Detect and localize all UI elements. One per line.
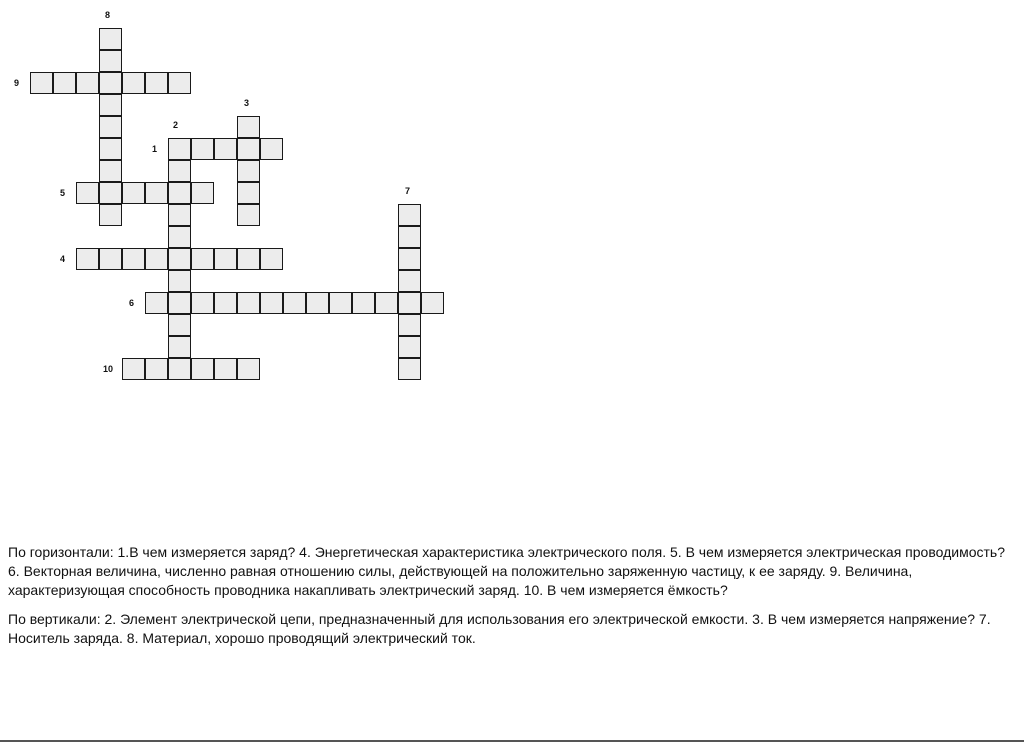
crossword-cell[interactable] <box>76 248 99 270</box>
crossword-grid <box>0 0 460 400</box>
crossword-cell[interactable] <box>168 182 191 204</box>
crossword-cell[interactable] <box>398 248 421 270</box>
crossword-cell[interactable] <box>53 72 76 94</box>
crossword-cell[interactable] <box>237 138 260 160</box>
crossword-cell[interactable] <box>214 248 237 270</box>
crossword-cell[interactable] <box>191 358 214 380</box>
crossword-cell[interactable] <box>168 358 191 380</box>
crossword-cell[interactable] <box>168 314 191 336</box>
crossword-cell[interactable] <box>145 292 168 314</box>
crossword-cell[interactable] <box>237 204 260 226</box>
crossword-cell[interactable] <box>122 182 145 204</box>
crossword-cell[interactable] <box>283 292 306 314</box>
crossword-cell[interactable] <box>237 160 260 182</box>
crossword-cell[interactable] <box>122 72 145 94</box>
crossword-cell[interactable] <box>145 248 168 270</box>
crossword-cell[interactable] <box>214 138 237 160</box>
crossword-cell[interactable] <box>191 292 214 314</box>
crossword-cell[interactable] <box>99 248 122 270</box>
crossword-cell[interactable] <box>421 292 444 314</box>
crossword-cell[interactable] <box>375 292 398 314</box>
crossword-cell[interactable] <box>352 292 375 314</box>
crossword-cell[interactable] <box>214 358 237 380</box>
crossword-cell[interactable] <box>168 160 191 182</box>
crossword-cell[interactable] <box>76 182 99 204</box>
clues-horizontal: По горизонтали: 1.В чем измеряется заряд? 4. Энергетическая характеристика электрического поля. 5. В чем измеряется электрическая проводимость? 6. Векторная величина, численно равная отношению силы, действующей на положительно заряженную частицу, к ее заряду. 9. Величина, характеризующая способность проводника накапливать электрический заряд. 10. В чем измеряется ёмкость? <box>8 544 1005 598</box>
crossword-cell[interactable] <box>191 182 214 204</box>
crossword-cell[interactable] <box>191 138 214 160</box>
crossword-cell[interactable] <box>398 292 421 314</box>
crossword-cell[interactable] <box>145 358 168 380</box>
clues-vertical: По вертикали: 2. Элемент электрической цепи, предназначенный для использования его электрической емкости. 3. В чем измеряется напряжение? 7. Носитель заряда. 8. Материал, хорошо проводящий электрический ток. <box>8 611 991 646</box>
bottom-divider <box>0 740 1024 742</box>
crossword-cell[interactable] <box>398 358 421 380</box>
crossword-cell[interactable] <box>168 226 191 248</box>
crossword-cell[interactable] <box>398 270 421 292</box>
crossword-cell[interactable] <box>398 314 421 336</box>
clue-number-10: 10 <box>103 364 114 374</box>
crossword-cell[interactable] <box>260 138 283 160</box>
crossword-cell[interactable] <box>168 292 191 314</box>
crossword-cell[interactable] <box>191 248 214 270</box>
crossword-cell[interactable] <box>237 182 260 204</box>
crossword-cell[interactable] <box>145 182 168 204</box>
clues-section <box>8 543 1020 648</box>
crossword-cell[interactable] <box>99 50 122 72</box>
crossword-cell[interactable] <box>168 72 191 94</box>
clue-number-9: 9 <box>14 78 20 88</box>
clue-number-1: 1 <box>152 144 158 154</box>
crossword-cell[interactable] <box>168 336 191 358</box>
crossword-cell[interactable] <box>122 248 145 270</box>
crossword-cell[interactable] <box>237 248 260 270</box>
clue-number-3: 3 <box>244 98 250 108</box>
crossword-cell[interactable] <box>168 248 191 270</box>
crossword-cell[interactable] <box>99 160 122 182</box>
crossword-cell[interactable] <box>99 28 122 50</box>
crossword-cell[interactable] <box>99 72 122 94</box>
crossword-cell[interactable] <box>145 72 168 94</box>
crossword-cell[interactable] <box>237 358 260 380</box>
clue-number-7: 7 <box>405 186 411 196</box>
crossword-cell[interactable] <box>398 226 421 248</box>
crossword-cell[interactable] <box>99 94 122 116</box>
clue-number-4: 4 <box>60 254 66 264</box>
clue-number-6: 6 <box>129 298 135 308</box>
crossword-cell[interactable] <box>76 72 99 94</box>
crossword-cell[interactable] <box>398 336 421 358</box>
crossword-cell[interactable] <box>306 292 329 314</box>
crossword-cell[interactable] <box>168 204 191 226</box>
crossword-cell[interactable] <box>214 292 237 314</box>
clue-number-8: 8 <box>105 10 111 20</box>
crossword-cell[interactable] <box>99 138 122 160</box>
crossword-cell[interactable] <box>122 358 145 380</box>
crossword-cell[interactable] <box>237 292 260 314</box>
crossword-cell[interactable] <box>99 182 122 204</box>
crossword-cell[interactable] <box>260 248 283 270</box>
crossword-cell[interactable] <box>168 270 191 292</box>
crossword-cell[interactable] <box>398 204 421 226</box>
crossword-cell[interactable] <box>168 138 191 160</box>
crossword-cell[interactable] <box>260 292 283 314</box>
crossword-cell[interactable] <box>99 204 122 226</box>
clue-number-5: 5 <box>60 188 66 198</box>
crossword-cell[interactable] <box>30 72 53 94</box>
clue-number-2: 2 <box>173 120 179 130</box>
crossword-cell[interactable] <box>329 292 352 314</box>
crossword-cell[interactable] <box>237 116 260 138</box>
crossword-cell[interactable] <box>99 116 122 138</box>
